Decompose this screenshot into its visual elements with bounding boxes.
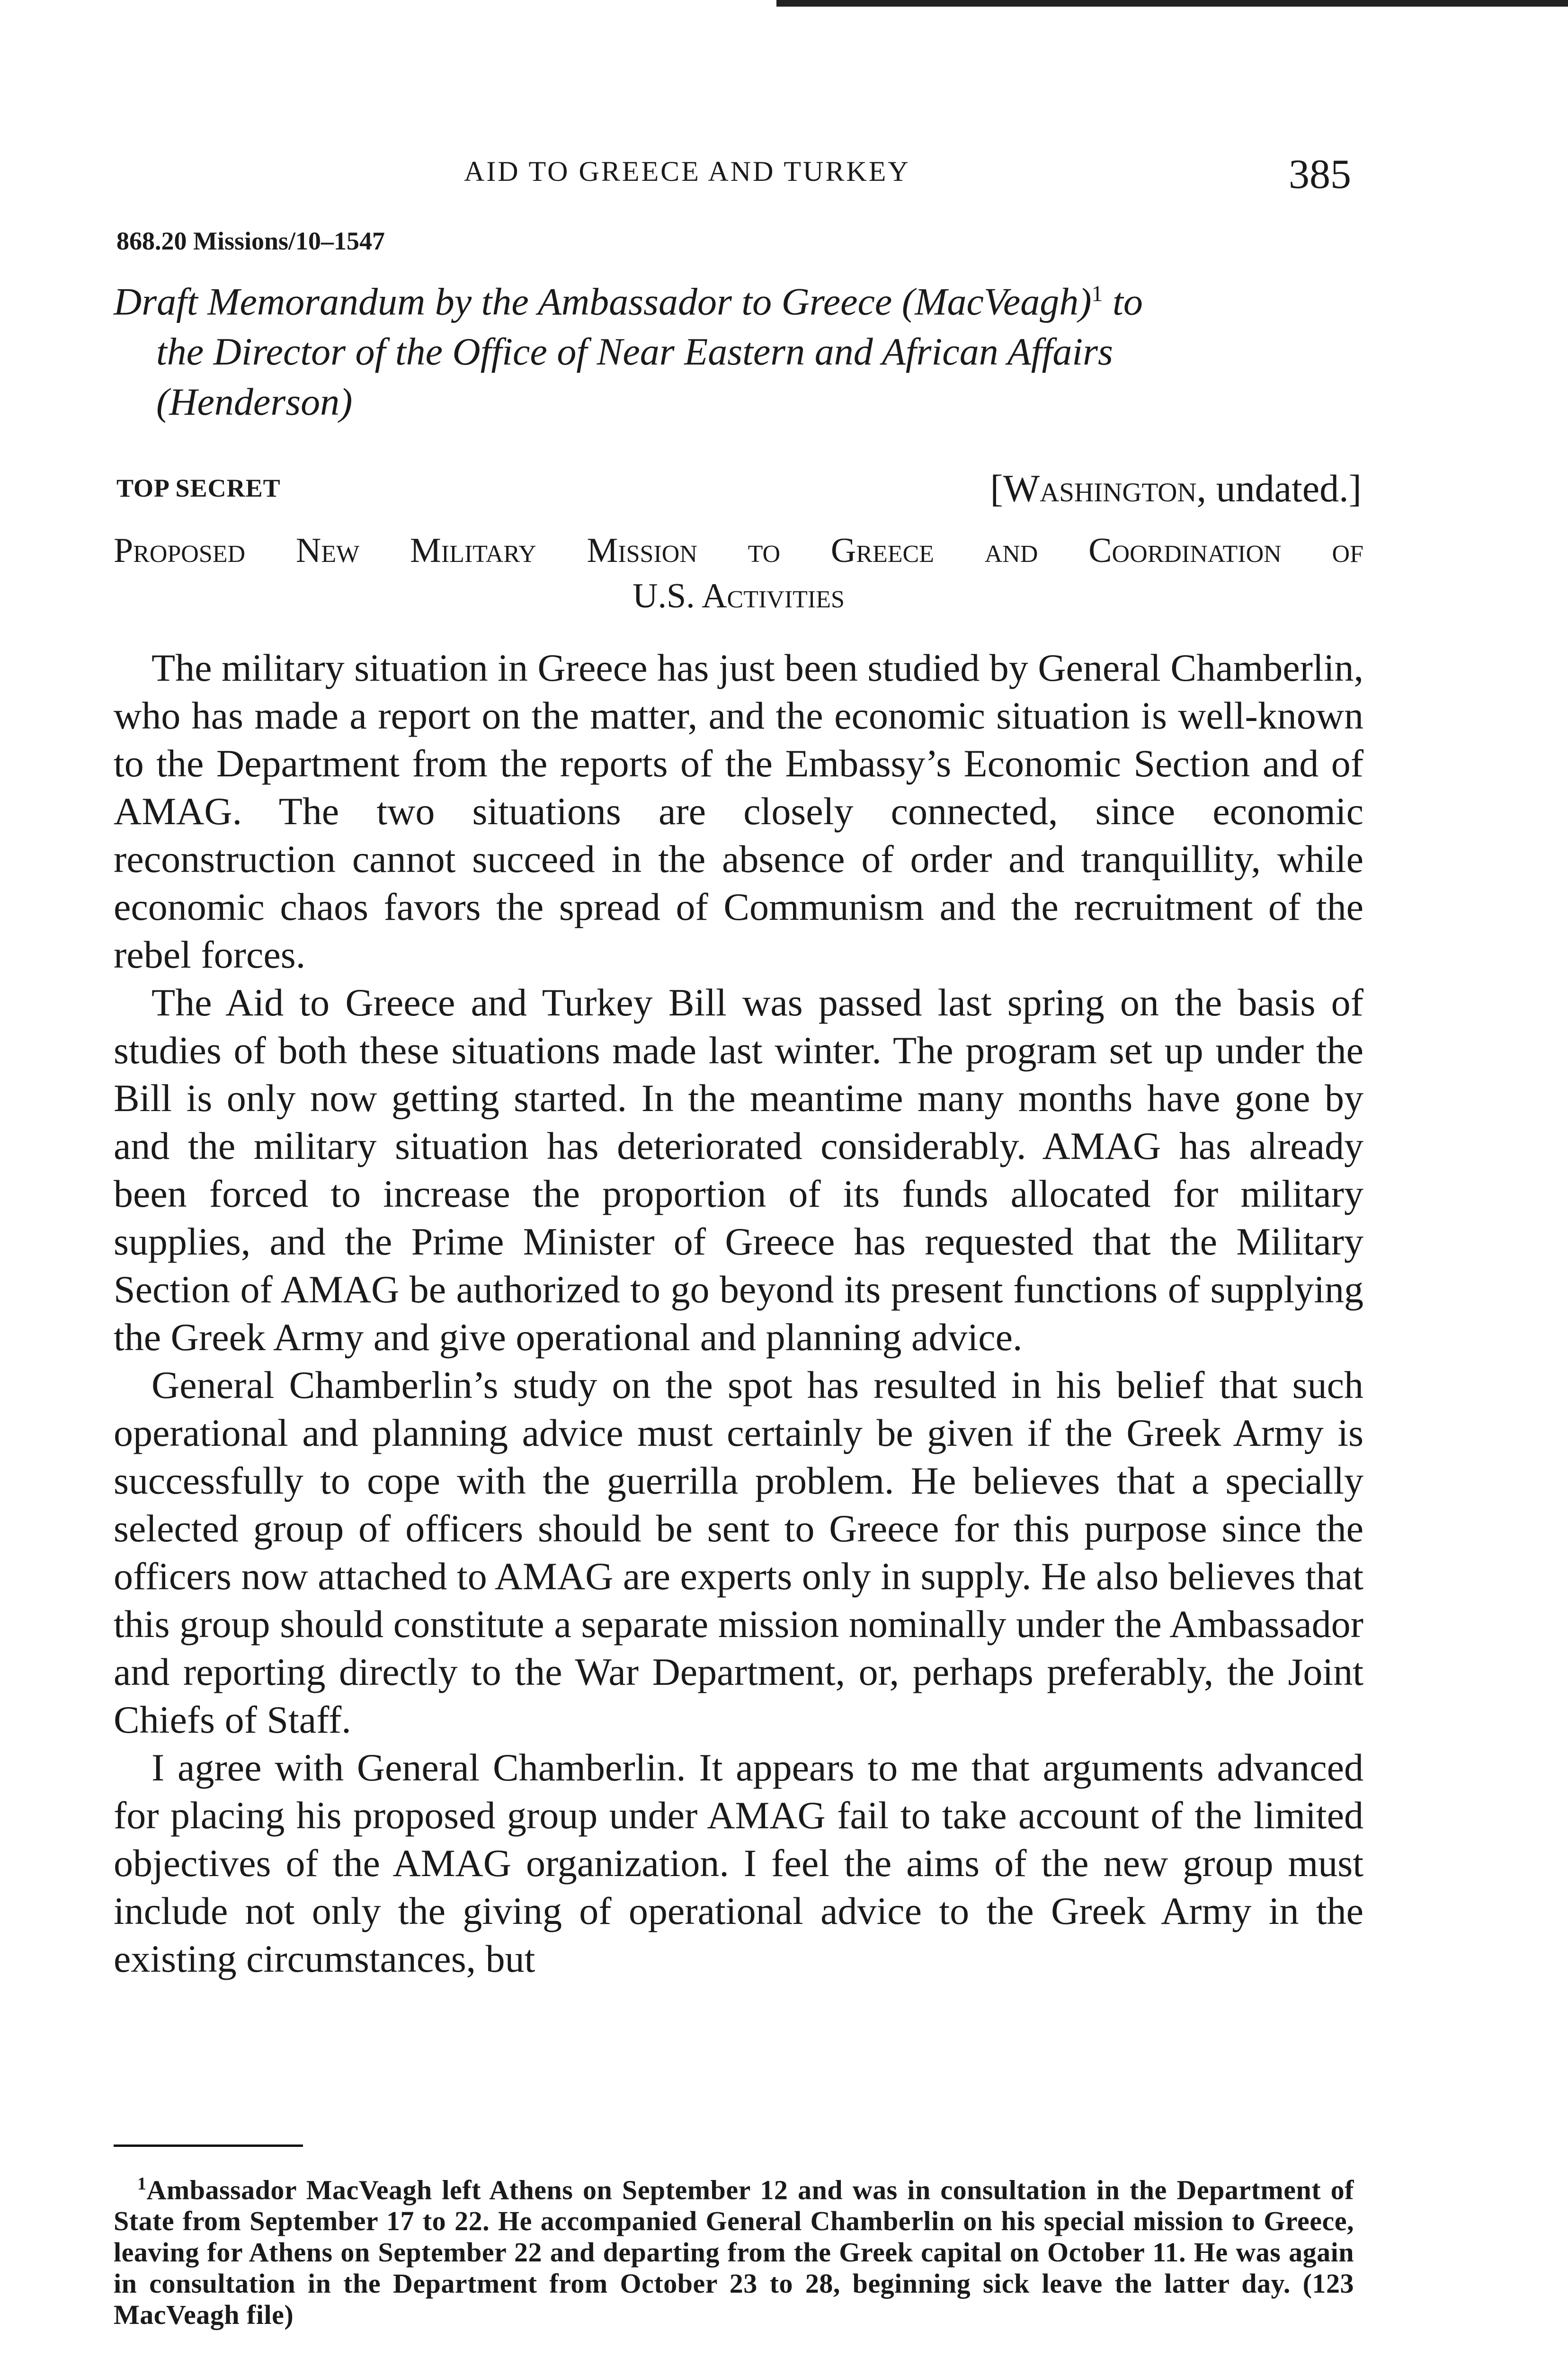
- paragraph-4: I agree with General Chamberlin. It appears to me that arguments advanced for placing his proposed group under AMAG fail to take account of the limited objectives of the AMAG organization. I feel the aims of the new group must include not only the giving of operational advice to the Greek Army in the existing circumstances, but: [114, 1746, 1363, 1980]
- footnote-ref: 1: [1091, 281, 1103, 306]
- memo-body: [114, 644, 1363, 1983]
- title-line-2: the Director of the Office of Near Eastern and African Affairs: [156, 330, 1113, 374]
- scan-edge-bar: [776, 0, 1568, 7]
- subject-line-1: Proposed New Military Mission to Greece and Coordination of: [114, 531, 1363, 570]
- file-number: 868.20 Missions/10–1547: [116, 227, 385, 255]
- footnote-text: Ambassador MacVeagh left Athens on September 12 and was in consultation in the Department of State from September 17 to 22. He accompanied General Chamberlin on his special mission to Greece, leaving for Athens on September 22 and departing from the Greek capital on October 11. He was again in consultation in the Department from October 23 to 28, beginning sick leave the latter day. (123 MacVeagh file): [114, 2174, 1354, 2331]
- footnote-rule: [114, 2145, 303, 2147]
- subject-heading: [114, 528, 1363, 619]
- title-line-1: Draft Memorandum by the Ambassador to Greece (MacVeagh): [114, 280, 1092, 323]
- dateline-rest: , undated.]: [1196, 467, 1362, 510]
- title-line-3: (Henderson): [156, 380, 353, 424]
- running-header: [0, 151, 1568, 197]
- page-number: 385: [1289, 151, 1351, 197]
- paragraph-1: The military situation in Greece has just been studied by General Chamberlin, who has made a report on the matter, and the economic situation is well-known to the Department from the reports of the Embassy’s Economic Section and of AMAG. The two situations are closely connected, since economic reconstruction cannot succeed in the absence of order and tranquillity, while economic chaos favors the spread of Communism and the recruitment of the rebel forces.: [114, 646, 1363, 976]
- title-line-1-tail: to: [1103, 280, 1143, 323]
- footnote: [114, 2168, 1354, 2331]
- running-title: AID TO GREECE AND TURKEY: [464, 156, 910, 187]
- paragraph-2: The Aid to Greece and Turkey Bill was passed last spring on the basis of studies of both these situations made last winter. The program set up under the Bill is only now getting started. In the meantime many months have gone by and the military situation has deteriorated considerably. AMAG has already been forced to increase the proportion of its funds allocated for military supplies, and the Prime Minister of Greece has requested that the Military Section of AMAG be authorized to go beyond its present functions of supplying the Greek Army and give operational and planning advice.: [114, 981, 1363, 1359]
- subject-line-2: U.S. Activities: [633, 577, 845, 615]
- dateline: [990, 466, 1362, 511]
- dateline-place: Washington: [1003, 467, 1197, 510]
- document-title: [114, 269, 1363, 427]
- classification-label: TOP SECRET: [116, 474, 281, 502]
- dateline-open: [: [990, 467, 1003, 510]
- paragraph-3: General Chamberlin’s study on the spot has resulted in his belief that such operational and planning advice must certainly be given if the Greek Army is successfully to cope with the guerrilla problem. He believes that a specially selected group of officers should be sent to Greece for this purpose since the officers now attached to AMAG are experts only in supply. He also believes that this group should constitute a separate mission nominally under the Ambassador and reporting directly to the War Department, or, perhaps preferably, the Joint Chiefs of Staff.: [114, 1363, 1363, 1741]
- footnote-marker: 1: [137, 2174, 147, 2194]
